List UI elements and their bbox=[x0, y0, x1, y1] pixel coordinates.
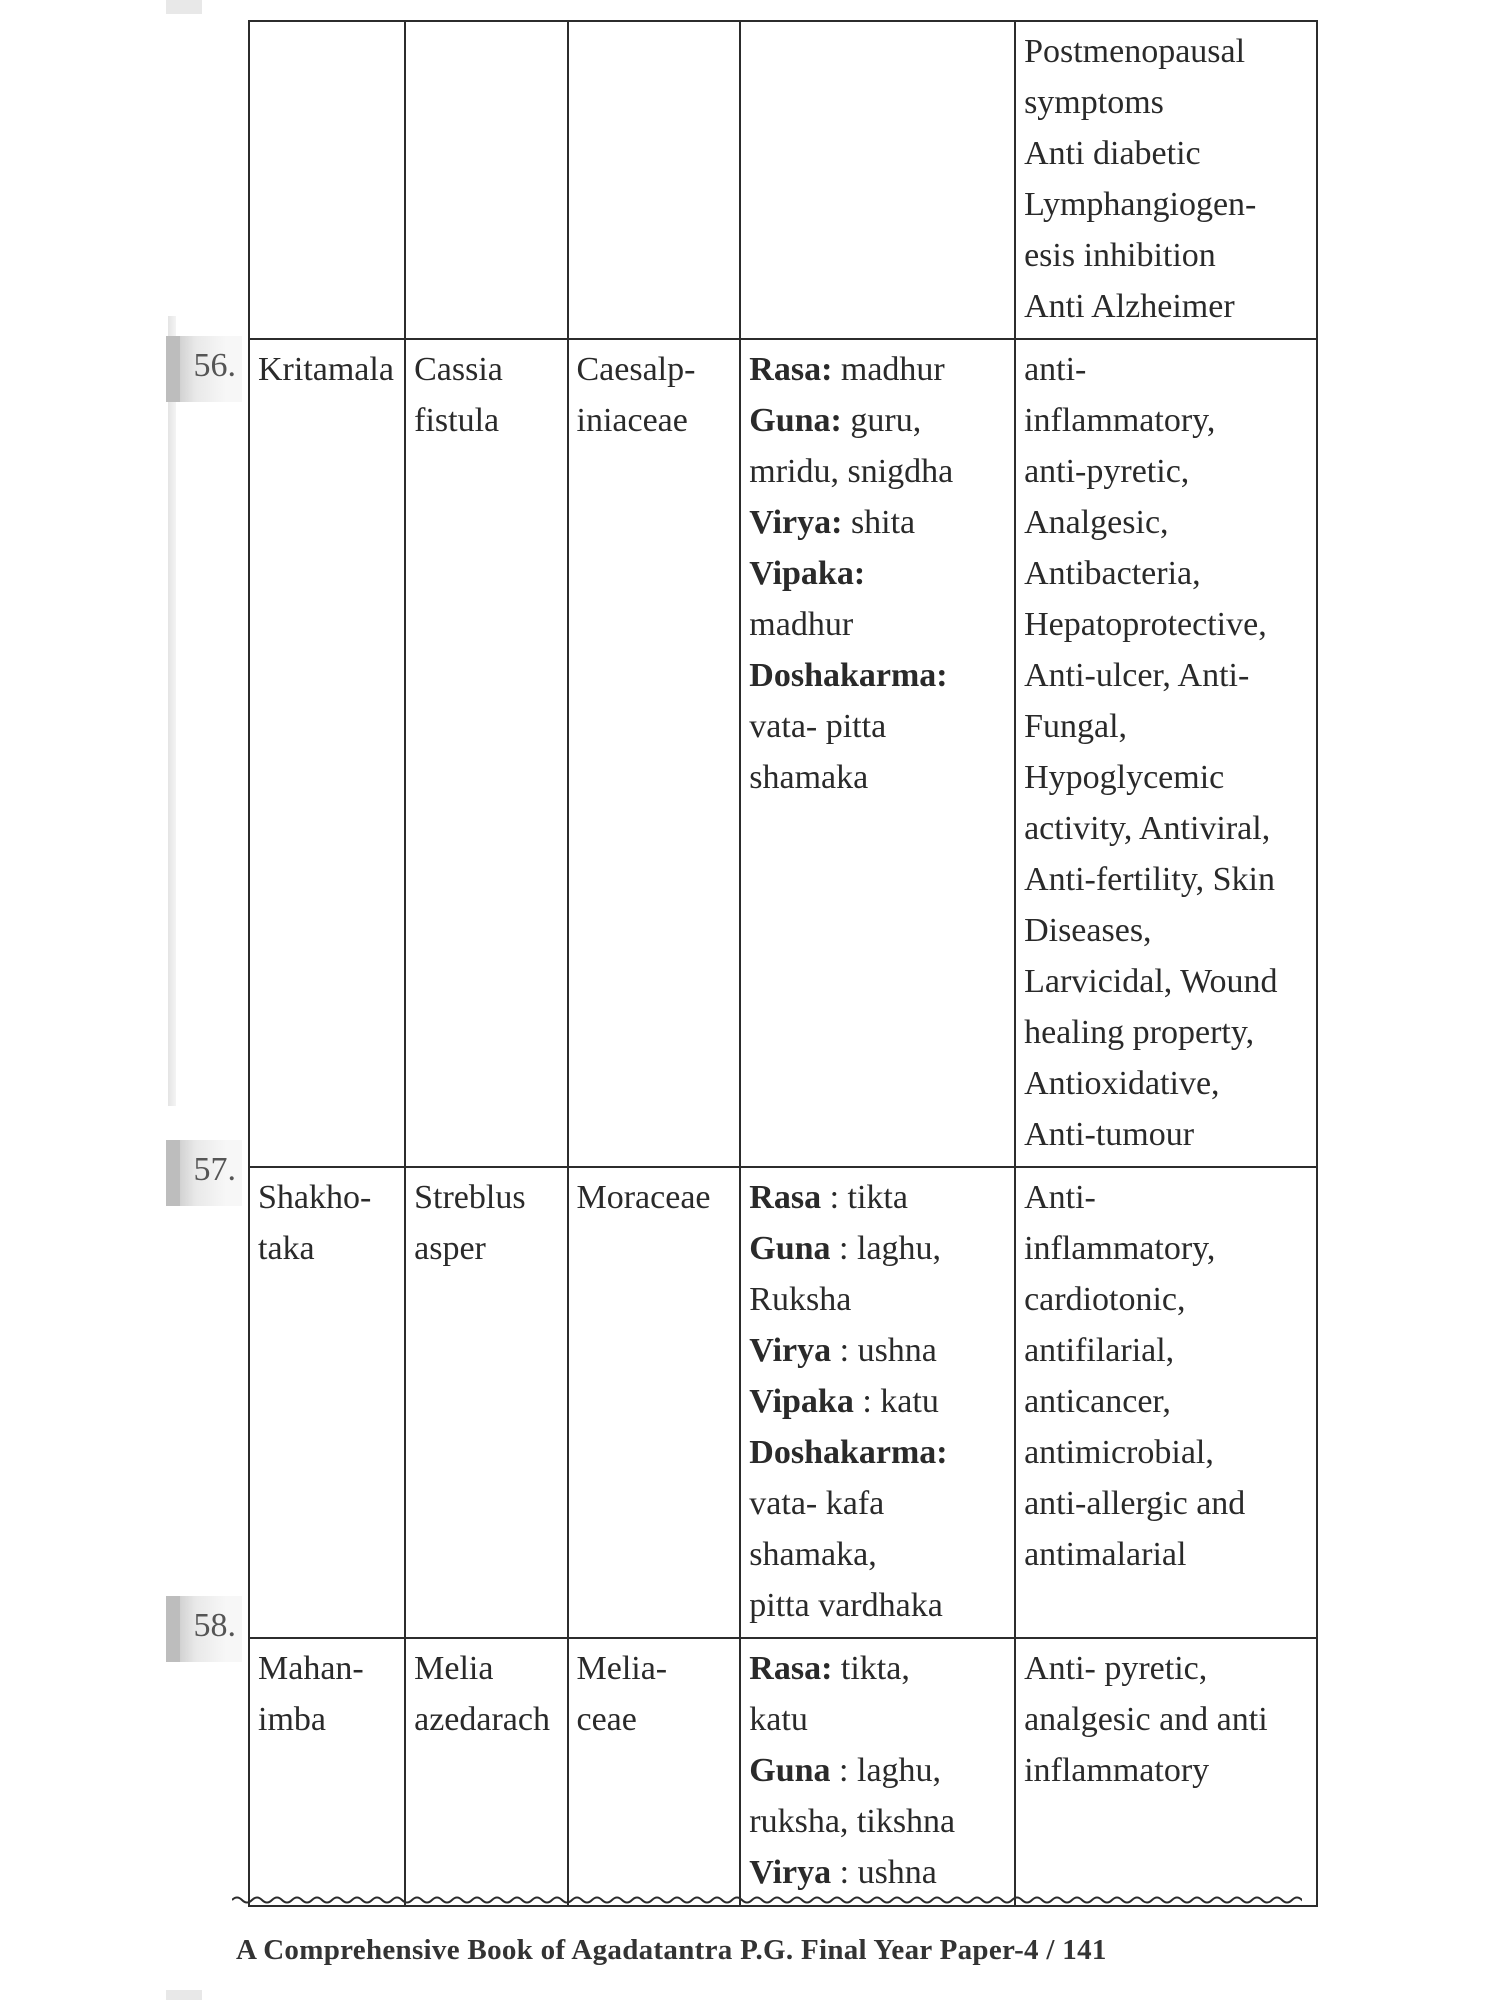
table-row bbox=[249, 339, 1317, 1167]
cell-line: Streblus bbox=[414, 1179, 526, 1216]
cell-name bbox=[249, 21, 405, 339]
property-line bbox=[749, 752, 1006, 803]
cell-actions bbox=[1015, 1167, 1317, 1638]
cell-line: Anti- bbox=[1024, 1179, 1096, 1216]
cell-line: Diseases, bbox=[1024, 912, 1152, 949]
property-value: shita bbox=[842, 504, 916, 541]
property-value: vata- kafa bbox=[749, 1485, 885, 1522]
property-line bbox=[749, 1274, 1006, 1325]
cell-line: Anti diabetic bbox=[1024, 135, 1201, 172]
property-label: Guna: bbox=[749, 402, 842, 439]
property-value: madhur bbox=[832, 351, 945, 388]
property-line bbox=[749, 650, 1006, 701]
cell-line: inflammatory, bbox=[1024, 1230, 1216, 1267]
cell-line: activity, Antiviral, bbox=[1024, 810, 1271, 847]
cell-properties bbox=[740, 339, 1015, 1167]
cell-line: Postmenopausal bbox=[1024, 33, 1246, 70]
cell-actions bbox=[1015, 21, 1317, 339]
property-value: vata- pitta bbox=[749, 708, 887, 745]
row-number-58: 58. bbox=[166, 1596, 242, 1662]
cell-line: Moraceae bbox=[576, 1179, 711, 1216]
cell-line: Anti Alzheimer bbox=[1024, 288, 1235, 325]
cell-line: symptoms bbox=[1024, 84, 1164, 121]
property-label: Doshakarma: bbox=[749, 657, 948, 694]
herb-table bbox=[248, 20, 1318, 1907]
property-value: : ushna bbox=[831, 1854, 937, 1891]
property-value: tikta, bbox=[832, 1650, 910, 1687]
property-value: : laghu, bbox=[830, 1752, 942, 1789]
property-label: Doshakarma: bbox=[749, 1434, 948, 1471]
property-label: Rasa: bbox=[749, 1650, 833, 1687]
cell-line: Analgesic, bbox=[1024, 504, 1169, 541]
cell-botanical bbox=[405, 1167, 567, 1638]
cell-line: iniaceae bbox=[576, 402, 688, 439]
cell-line: Hepatoprotective, bbox=[1024, 606, 1267, 643]
cell-line: imba bbox=[258, 1701, 326, 1738]
cell-properties bbox=[740, 1167, 1015, 1638]
cell-properties bbox=[740, 21, 1015, 339]
row-number-57: 57. bbox=[166, 1140, 242, 1206]
cell-line: Caesalp- bbox=[576, 351, 696, 388]
cell-line: Anti-fertility, Skin bbox=[1024, 861, 1275, 898]
scan-shadow-bottom bbox=[166, 1990, 202, 2000]
cell-line: anticancer, bbox=[1024, 1383, 1171, 1420]
property-line bbox=[749, 548, 1006, 599]
cell-line: taka bbox=[258, 1230, 315, 1267]
property-line bbox=[749, 1847, 1006, 1898]
property-line bbox=[749, 344, 1006, 395]
property-line bbox=[749, 1694, 1006, 1745]
cell-line: anti-pyretic, bbox=[1024, 453, 1190, 490]
cell-line: antimalarial bbox=[1024, 1536, 1187, 1573]
cell-line: Anti- pyretic, bbox=[1024, 1650, 1208, 1687]
property-value: ruksha, tikshna bbox=[749, 1803, 956, 1840]
cell-line: Anti-ulcer, Anti- bbox=[1024, 657, 1250, 694]
cell-line: Shakho- bbox=[258, 1179, 372, 1216]
cell-line: inflammatory, bbox=[1024, 402, 1216, 439]
property-line bbox=[749, 1427, 1006, 1478]
property-label: Vipaka: bbox=[749, 555, 866, 592]
property-line bbox=[749, 1529, 1006, 1580]
property-value: Ruksha bbox=[749, 1281, 852, 1318]
table-row bbox=[249, 1167, 1317, 1638]
cell-name bbox=[249, 1167, 405, 1638]
property-line bbox=[749, 1796, 1006, 1847]
property-value: katu bbox=[749, 1701, 808, 1738]
cell-botanical bbox=[405, 21, 567, 339]
property-label: Rasa: bbox=[749, 351, 833, 388]
cell-line: Anti-tumour bbox=[1024, 1116, 1195, 1153]
property-line bbox=[749, 1172, 1006, 1223]
cell-line: azedarach bbox=[414, 1701, 550, 1738]
cell-actions bbox=[1015, 339, 1317, 1167]
cell-line: inflammatory bbox=[1024, 1752, 1210, 1789]
property-line bbox=[749, 701, 1006, 752]
table-row bbox=[249, 1638, 1317, 1906]
cell-line: anti- bbox=[1024, 351, 1087, 388]
property-line bbox=[749, 599, 1006, 650]
property-label: Guna bbox=[749, 1230, 831, 1267]
property-label: Guna bbox=[749, 1752, 831, 1789]
cell-name bbox=[249, 339, 405, 1167]
property-line bbox=[749, 497, 1006, 548]
property-value: : tikta bbox=[821, 1179, 908, 1216]
property-line bbox=[749, 1478, 1006, 1529]
cell-family bbox=[568, 1638, 741, 1906]
cell-line: analgesic and anti bbox=[1024, 1701, 1268, 1738]
row-number-56: 56. bbox=[166, 336, 242, 402]
cell-line: antimicrobial, bbox=[1024, 1434, 1214, 1471]
cell-line: fistula bbox=[414, 402, 500, 439]
property-line bbox=[749, 446, 1006, 497]
property-value: : katu bbox=[853, 1383, 939, 1420]
cell-family bbox=[568, 1167, 741, 1638]
cell-name bbox=[249, 1638, 405, 1906]
table-row-continued bbox=[249, 21, 1317, 339]
cell-line: antifilarial, bbox=[1024, 1332, 1175, 1369]
property-label: Rasa bbox=[749, 1179, 822, 1216]
cell-line: Mahan- bbox=[258, 1650, 364, 1687]
cell-line: cardiotonic, bbox=[1024, 1281, 1186, 1318]
cell-line: esis inhibition bbox=[1024, 237, 1216, 274]
property-label: Vipaka bbox=[749, 1383, 854, 1420]
property-value: shamaka bbox=[749, 759, 869, 796]
property-line bbox=[749, 395, 1006, 446]
cell-line: healing property, bbox=[1024, 1014, 1255, 1051]
cell-botanical bbox=[405, 339, 567, 1167]
cell-line: Lymphangiogen- bbox=[1024, 186, 1257, 223]
cell-line: Hypoglycemic bbox=[1024, 759, 1225, 796]
scan-shadow bbox=[168, 316, 176, 1106]
cell-line: Melia- bbox=[576, 1650, 668, 1687]
cell-actions bbox=[1015, 1638, 1317, 1906]
cell-line: Fungal, bbox=[1024, 708, 1128, 745]
cell-line: Kritamala bbox=[258, 351, 394, 388]
cell-line: Cassia bbox=[414, 351, 503, 388]
cell-line: Antibacteria, bbox=[1024, 555, 1201, 592]
property-value: guru, bbox=[841, 402, 922, 439]
property-label: Virya bbox=[749, 1332, 832, 1369]
property-label: Virya bbox=[749, 1854, 832, 1891]
property-value: : laghu, bbox=[830, 1230, 942, 1267]
cell-line: ceae bbox=[576, 1701, 637, 1738]
property-line bbox=[749, 1580, 1006, 1631]
cell-line: anti-allergic and bbox=[1024, 1485, 1246, 1522]
cell-line: asper bbox=[414, 1230, 486, 1267]
property-value: shamaka, bbox=[749, 1536, 877, 1573]
property-line bbox=[749, 1325, 1006, 1376]
property-line bbox=[749, 1376, 1006, 1427]
cell-botanical bbox=[405, 1638, 567, 1906]
property-label: Virya: bbox=[749, 504, 843, 541]
property-line bbox=[749, 1745, 1006, 1796]
cell-line: Antioxidative, bbox=[1024, 1065, 1220, 1102]
property-value: pitta vardhaka bbox=[749, 1587, 943, 1624]
property-line bbox=[749, 1643, 1006, 1694]
cell-line: Larvicidal, Wound bbox=[1024, 963, 1278, 1000]
page-footer: A Comprehensive Book of Agadatantra P.G. Final Year Paper-4 / 141 bbox=[236, 1934, 1107, 1966]
cell-line: Melia bbox=[414, 1650, 494, 1687]
cell-family bbox=[568, 339, 741, 1167]
property-line bbox=[749, 1223, 1006, 1274]
property-value: madhur bbox=[749, 606, 854, 643]
scan-shadow-top bbox=[166, 0, 202, 14]
footer-wavy-rule bbox=[232, 1894, 1302, 1906]
property-value: mridu, snigdha bbox=[749, 453, 954, 490]
cell-family bbox=[568, 21, 741, 339]
property-value: : ushna bbox=[831, 1332, 937, 1369]
cell-properties bbox=[740, 1638, 1015, 1906]
